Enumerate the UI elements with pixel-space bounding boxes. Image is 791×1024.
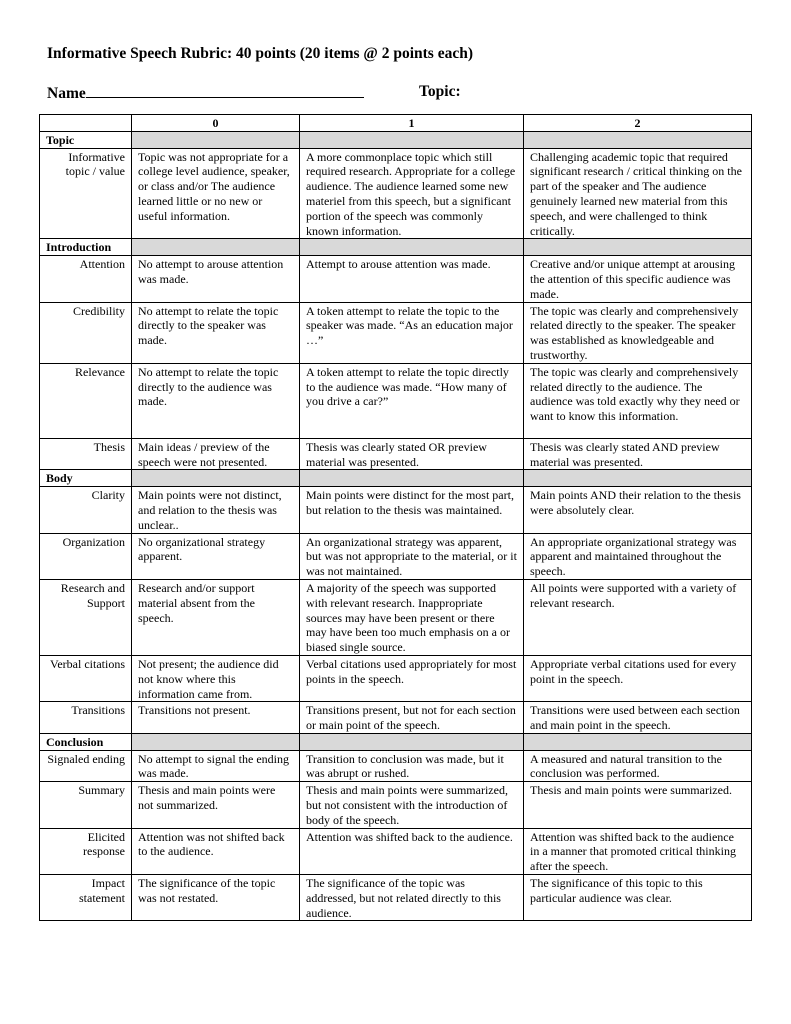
score-0-cell: No attempt to arouse attention was made. xyxy=(132,256,300,302)
table-row xyxy=(40,438,752,470)
score-1-cell: Attempt to arouse attention was made. xyxy=(300,256,524,302)
score-2-cell: The topic was clearly and comprehensively related directly to the audience. The audience was told exactly why they need or want to know this information. xyxy=(524,363,752,438)
score-0-cell: Not present; the audience did not know where this information came from. xyxy=(132,655,300,701)
header-row xyxy=(40,115,752,132)
table-row xyxy=(40,533,752,579)
score-2-cell: Main points AND their relation to the thesis were absolutely clear. xyxy=(524,487,752,533)
section-shaded-cell xyxy=(132,131,300,148)
header-cell-criterion xyxy=(40,115,132,132)
table-row xyxy=(40,363,752,438)
score-1-cell: Transition to conclusion was made, but it was abrupt or rushed. xyxy=(300,750,524,782)
score-2-cell: A measured and natural transition to the conclusion was performed. xyxy=(524,750,752,782)
criterion-cell: Summary xyxy=(40,782,132,828)
section-shaded-cell xyxy=(300,239,524,256)
topic-label: Topic: xyxy=(419,83,461,100)
section-shaded-cell xyxy=(524,733,752,750)
section-shaded-cell xyxy=(524,239,752,256)
score-2-cell: All points were supported with a variety of relevant research. xyxy=(524,579,752,655)
table-row xyxy=(40,487,752,533)
table-row xyxy=(40,782,752,828)
score-0-cell: Main ideas / preview of the speech were not presented. xyxy=(132,438,300,470)
criterion-cell: Research and Support xyxy=(40,579,132,655)
table-row xyxy=(40,579,752,655)
table-row xyxy=(40,302,752,363)
section-label: Topic xyxy=(40,131,132,148)
section-shaded-cell xyxy=(524,470,752,487)
criterion-cell: Verbal citations xyxy=(40,655,132,701)
header-cell-score-2: 2 xyxy=(524,115,752,132)
table-row xyxy=(40,148,752,239)
score-0-cell: No attempt to relate the topic directly to the audience was made. xyxy=(132,363,300,438)
table-row xyxy=(40,655,752,701)
criterion-cell: Transitions xyxy=(40,702,132,734)
score-2-cell: Transitions were used between each section and main point in the speech. xyxy=(524,702,752,734)
score-0-cell: Attention was not shifted back to the audience. xyxy=(132,828,300,874)
score-2-cell: The topic was clearly and comprehensively related directly to the speaker. The speaker was established as knowledgeable and trustworthy. xyxy=(524,302,752,363)
score-2-cell: Thesis was clearly stated AND preview material was presented. xyxy=(524,438,752,470)
score-1-cell: Main points were distinct for the most part, but relation to the thesis was maintained. xyxy=(300,487,524,533)
score-0-cell: The significance of the topic was not restated. xyxy=(132,875,300,921)
score-1-cell: An organizational strategy was apparent, but was not appropriate to the material, or it was not maintained. xyxy=(300,533,524,579)
score-0-cell: Research and/or support material absent from the speech. xyxy=(132,579,300,655)
score-0-cell: No organizational strategy apparent. xyxy=(132,533,300,579)
score-0-cell: Main points were not distinct, and relation to the thesis was unclear.. xyxy=(132,487,300,533)
header-cell-score-0: 0 xyxy=(132,115,300,132)
criterion-cell: Informative topic / value xyxy=(40,148,132,239)
rubric-table xyxy=(39,114,752,921)
name-line xyxy=(47,83,364,103)
score-2-cell: The significance of this topic to this particular audience was clear. xyxy=(524,875,752,921)
score-2-cell: Appropriate verbal citations used for every point in the speech. xyxy=(524,655,752,701)
score-2-cell: Challenging academic topic that required significant research / critical thinking on the part of the speaker and The audience genuinely learned new material from this speech, and were challenged to think critically. xyxy=(524,148,752,239)
name-label: Name xyxy=(47,85,86,102)
table-row xyxy=(40,750,752,782)
criterion-cell: Signaled ending xyxy=(40,750,132,782)
criterion-cell: Clarity xyxy=(40,487,132,533)
score-1-cell: Thesis was clearly stated OR preview material was presented. xyxy=(300,438,524,470)
section-label: Introduction xyxy=(40,239,132,256)
header-cell-score-1: 1 xyxy=(300,115,524,132)
section-row xyxy=(40,131,752,148)
score-1-cell: A token attempt to relate the topic directly to the audience was made. “How many of you drive a car?” xyxy=(300,363,524,438)
section-row xyxy=(40,239,752,256)
criterion-cell: Attention xyxy=(40,256,132,302)
score-2-cell: Thesis and main points were summarized. xyxy=(524,782,752,828)
score-1-cell: A token attempt to relate the topic to the speaker was made. “As an education major …” xyxy=(300,302,524,363)
section-shaded-cell xyxy=(300,470,524,487)
section-shaded-cell xyxy=(132,470,300,487)
section-shaded-cell xyxy=(300,131,524,148)
score-0-cell: Transitions not present. xyxy=(132,702,300,734)
section-shaded-cell xyxy=(132,239,300,256)
section-label: Body xyxy=(40,470,132,487)
criterion-cell: Thesis xyxy=(40,438,132,470)
criterion-cell: Credibility xyxy=(40,302,132,363)
table-row xyxy=(40,702,752,734)
score-0-cell: No attempt to relate the topic directly to the speaker was made. xyxy=(132,302,300,363)
score-1-cell: Attention was shifted back to the audience. xyxy=(300,828,524,874)
score-0-cell: Thesis and main points were not summarized. xyxy=(132,782,300,828)
name-blank xyxy=(86,83,364,98)
topic-line xyxy=(419,83,461,101)
table-row xyxy=(40,828,752,874)
section-shaded-cell xyxy=(300,733,524,750)
criterion-cell: Organization xyxy=(40,533,132,579)
score-1-cell: A majority of the speech was supported with relevant research. Inappropriate sources may have been present or there may have been too much emphasis on a or biased single source. xyxy=(300,579,524,655)
section-shaded-cell xyxy=(132,733,300,750)
criterion-cell: Elicited response xyxy=(40,828,132,874)
table-row xyxy=(40,875,752,921)
score-2-cell: An appropriate organizational strategy was apparent and maintained throughout the speech. xyxy=(524,533,752,579)
section-shaded-cell xyxy=(524,131,752,148)
table-row xyxy=(40,256,752,302)
section-row xyxy=(40,470,752,487)
score-1-cell: Verbal citations used appropriately for most points in the speech. xyxy=(300,655,524,701)
score-1-cell: A more commonplace topic which still required research. Appropriate for a college audience. The audience learned some new materiel from this speech, but a significant portion of the speech was commonly known information. xyxy=(300,148,524,239)
criterion-cell: Impact statement xyxy=(40,875,132,921)
score-1-cell: Transitions present, but not for each section or main point of the speech. xyxy=(300,702,524,734)
criterion-cell: Relevance xyxy=(40,363,132,438)
score-0-cell: Topic was not appropriate for a college level audience, speaker, or class and/or The audience learned little or no new or useful information. xyxy=(132,148,300,239)
score-2-cell: Creative and/or unique attempt at arousing the attention of this specific audience was made. xyxy=(524,256,752,302)
section-label: Conclusion xyxy=(40,733,132,750)
section-row xyxy=(40,733,752,750)
document-title: Informative Speech Rubric: 40 points (20 items @ 2 points each) xyxy=(47,45,474,62)
score-1-cell: Thesis and main points were summarized, but not consistent with the introduction of body of the speech. xyxy=(300,782,524,828)
score-2-cell: Attention was shifted back to the audience in a manner that promoted critical thinking after the speech. xyxy=(524,828,752,874)
score-0-cell: No attempt to signal the ending was made. xyxy=(132,750,300,782)
score-1-cell: The significance of the topic was addressed, but not related directly to this audience. xyxy=(300,875,524,921)
